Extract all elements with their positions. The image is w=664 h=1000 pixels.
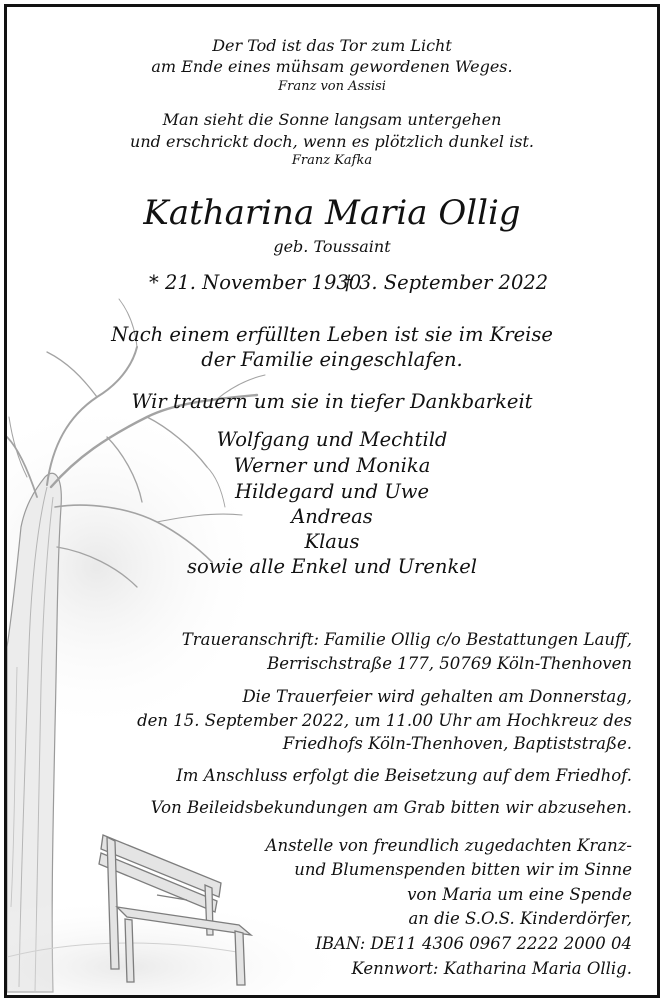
birth-date: * 21. November 1930: [149, 271, 362, 294]
donation-line: an die S.O.S. Kinderdörfer,: [408, 909, 632, 928]
address-line: Berrischstraße 177, 50769 Köln-Thenhoven: [267, 654, 632, 673]
quote-line: am Ende eines mühsam gewordenen Weges.: [151, 57, 513, 76]
obituary-frame: [4, 4, 660, 998]
ceremony-line: den 15. September 2022, um 11.00 Uhr am Hochkreuz des: [137, 711, 632, 730]
donation-iban: IBAN: DE11 4306 0967 2222 2000 04: [315, 934, 632, 953]
burial-notice: Im Anschluss erfolgt die Beisetzung auf dem Friedhof.: [176, 766, 632, 785]
family-member: Werner und Monika: [233, 454, 431, 477]
quote-author: Franz Kafka: [291, 153, 373, 168]
family-member: Hildegard und Uwe: [234, 480, 430, 503]
message-line: der Familie eingeschlafen.: [201, 348, 463, 371]
quote-author: Franz von Assisi: [278, 79, 386, 94]
mourning-statement: Wir trauern um sie in tiefer Dankbarkeit: [131, 390, 533, 413]
quote-line: und erschrickt doch, wenn es plötzlich dunkel ist.: [130, 132, 534, 151]
quote-line: Der Tod ist das Tor zum Licht: [212, 36, 452, 55]
donation-line: Anstelle von freundlich zugedachten Kranz-: [265, 836, 632, 855]
family-member: sowie alle Enkel und Urenkel: [186, 555, 478, 578]
quote-line: Man sieht die Sonne langsam untergehen: [162, 110, 502, 129]
donation-keyword: Kennwort: Katharina Maria Ollig.: [351, 959, 632, 978]
donation-line: von Maria um eine Spende: [407, 885, 632, 904]
address-line: Traueranschrift: Familie Ollig c/o Bestattungen Lauff,: [181, 630, 632, 649]
family-member: Klaus: [304, 530, 360, 553]
ceremony-line: Friedhofs Köln-Thenhoven, Baptiststraße.: [282, 734, 632, 753]
maiden-name: geb. Toussaint: [273, 237, 391, 256]
ceremony-line: Die Trauerfeier wird gehalten am Donnerstag,: [242, 687, 632, 706]
message-line: Nach einem erfüllten Leben ist sie im Kreise: [111, 323, 553, 346]
deceased-name: Katharina Maria Ollig: [143, 193, 521, 233]
death-date: † 3. September 2022: [343, 271, 549, 294]
condolence-notice: Von Beileidsbekundungen am Grab bitten wir abzusehen.: [150, 798, 632, 817]
family-member: Wolfgang und Mechtild: [216, 428, 448, 451]
donation-line: und Blumenspenden bitten wir im Sinne: [294, 860, 632, 879]
family-member: Andreas: [291, 505, 373, 528]
